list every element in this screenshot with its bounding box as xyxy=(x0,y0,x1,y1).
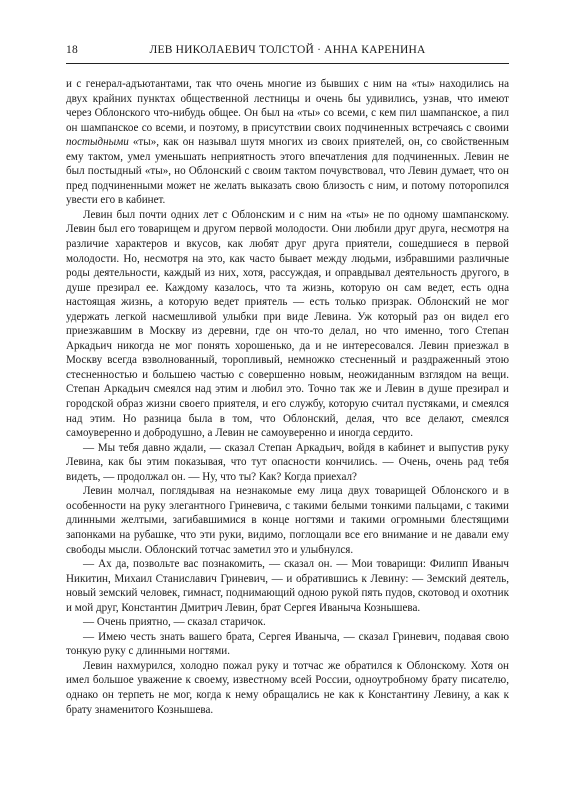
running-header xyxy=(66,44,509,64)
paragraph: — Очень приятно, — сказал старичок. xyxy=(83,616,266,629)
paragraph: — Ах да, позвольте вас познакомить, — сказал он. — Мои товарищи: Филипп Иваныч Никитин, Михаил Станиславич Гриневич, — и обратившись к Левину: — Земский деятель, новый земский человек, гимнаст, поднимающий одною рукой пять пудов, скотовод и охотник и мой друг, Константин Дмитрич Левин, брат Сергея Иваныча Кознышева. xyxy=(66,558,509,614)
paragraph: и с генерал-адъютантами, так что очень многие из бывших с ним на «ты» находились на двух крайних пунктах общественной лестницы и очень бы удивились, узнав, что имеют через Облонского что-нибудь общее. Он был на «ты» со всеми, с кем пил шампанское, а пил он шампанское со всеми, и поэтому, в присутствии своих подчиненных встречаясь с своими постыдными «ты», как он называл шутя многих из своих приятелей, он, со свойственным ему тактом, умел уменьшать неприятность этого впечатления для подчиненных. Левин не был постыдный «ты», но Облонский с своим тактом почувствовал, что Левин думает, что он пред подчиненными может не желать выказать свою близость с ним, и потому поторопился увести его в кабинет. xyxy=(66,78,509,207)
paragraph: — Имею честь знать вашего брата, Сергея Иваныча, — сказал Гриневич, подавая свою тонкую руку с длинными ногтями. xyxy=(66,630,509,658)
text-body xyxy=(66,77,509,717)
paragraph: Левин был почти одних лет с Облонским и с ним на «ты» не по одному шампанскому. Левин был его товарищем и другом первой молодости. Они любили друг друга, несмотря на различие характеров и вкусов, как любят друг друга приятели, сошедшиеся в первой молодости. Но, несмотря на это, как часто бывает между людьми, избравшими различные роды деятельности, каждый из них, хотя, рассуждая, и оправдывал деятельность другого, в душе презирал ее. Каждому казалось, что та жизнь, которую он сам ведет, есть одна настоящая жизнь, а которую ведет приятель — есть только призрак. Облонский не мог удержать легкой насмешливой улыбки при виде Левина. Уж который раз он видел его приезжавшим в Москву из деревни, где он что-то делал, но что именно, того Степан Аркадьич никогда не мог понять хорошенько, да и не интересовался. Левин приезжал в Москву всегда взволнованный, торопливый, немножко стесненный и раздраженный этою стесненностью и большею частью с совершенно новым, неожиданным взглядом на вещи. Степан Аркадьич смеялся над этим и любил это. Точно так же и Левин в душе презирал и городской образ жизни своего приятеля, и его службу, которую считал пустяками, и смеялся над этим. Но разница была в том, что Облонский, делая, что все делают, смеялся самоуверенно и добродушно, а Левин не самоуверенно и иногда сердито. xyxy=(66,208,509,440)
page-number: 18 xyxy=(66,44,78,56)
emphasized-word: постыдными xyxy=(66,136,129,149)
paragraph: Левин молчал, поглядывая на незнакомые ему лица двух товарищей Облонского и в особенности на руку элегантного Гриневича, с такими белыми тонкими пальцами, с такими длинными желтыми, загибавшимися в конце ногтями и такими огромными блестящими запонками на рубашке, что эти руки, видимо, поглощали все его внимание и не давали ему свободы мысли. Облонский тотчас заметил это и улыбнулся. xyxy=(66,485,509,556)
paragraph: Левин нахмурился, холодно пожал руку и тотчас же обратился к Облонскому. Хотя он имел большое уважение к своему, известному всей России, одноутробному брату писателю, однако он терпеть не мог, когда к нему обращались не как к Константину Левину, а как к брату знаменитого Кознышева. xyxy=(66,659,509,716)
running-title: ЛЕВ НИКОЛАЕВИЧ ТОЛСТОЙ · АННА КАРЕНИНА xyxy=(149,44,426,56)
paragraph: — Мы тебя давно ждали, — сказал Степан Аркадьич, войдя в кабинет и выпустив руку Левина, как бы этим показывая, что тут опасности кончились. — Очень, очень рад тебя видеть, — продолжал он. — Ну, что ты? Как? Когда приехал? xyxy=(66,441,509,483)
